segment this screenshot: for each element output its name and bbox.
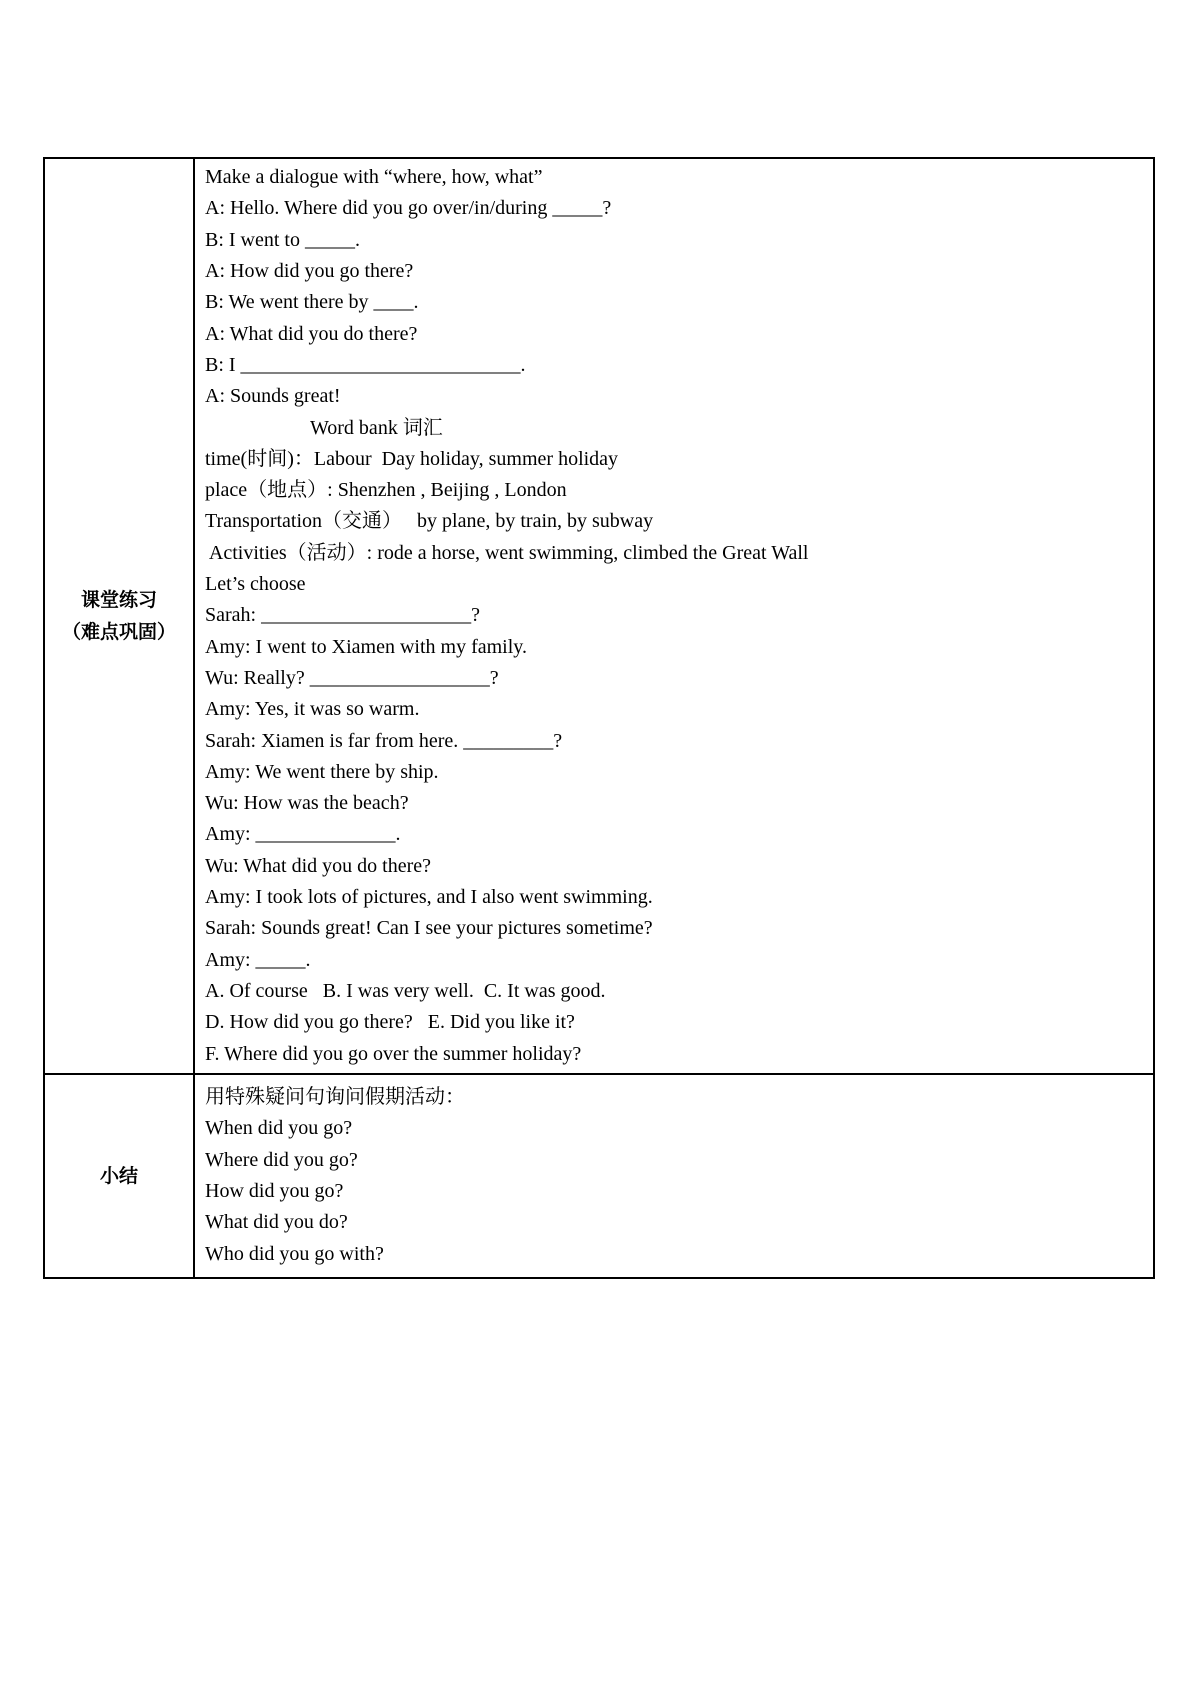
answer-options: D. How did you go there? E. Did you like it? xyxy=(205,1011,575,1034)
word-bank-activities: Activities（活动）: rode a horse, went swimming, climbed the Great Wall xyxy=(205,541,809,564)
choose-dialogue-line: Amy: Yes, it was so warm. xyxy=(205,698,420,721)
choose-dialogue-line: Wu: What did you do there? xyxy=(205,854,431,877)
dialogue-line: B: We went there by ____. xyxy=(205,291,419,314)
word-bank-transportation: Transportation（交通） by plane, by train, by subway xyxy=(205,510,654,533)
choose-dialogue-line: Amy: ______________. xyxy=(205,823,401,846)
choose-dialogue-line: Sarah: Sounds great! Can I see your pictures sometime? xyxy=(205,917,653,940)
summary-heading: 用特殊疑问句询问假期活动： xyxy=(205,1086,465,1109)
choose-dialogue-line: Wu: Really? __________________? xyxy=(205,666,499,689)
choose-heading: Let’s choose xyxy=(205,573,306,596)
summary-question: Where did you go? xyxy=(205,1148,358,1171)
choose-dialogue-line: Amy: We went there by ship. xyxy=(205,760,439,783)
word-bank-heading: Word bank 词汇 xyxy=(310,416,443,439)
lesson-table xyxy=(43,157,1155,1279)
answer-options: F. Where did you go over the summer holiday? xyxy=(205,1042,582,1065)
dialogue-line: A: Hello. Where did you go over/in/during _____? xyxy=(205,197,612,220)
dialogue-line: A: Sounds great! xyxy=(205,385,341,408)
summary-question: How did you go? xyxy=(205,1180,344,1202)
summary-question: What did you do? xyxy=(205,1211,348,1234)
choose-dialogue-line: Amy: I went to Xiamen with my family. xyxy=(205,635,527,658)
practice-label-cell xyxy=(44,158,194,1074)
summary-content-cell xyxy=(194,1074,1154,1278)
choose-dialogue-line: Amy: I took lots of pictures, and I also went swimming. xyxy=(205,886,653,909)
word-bank-time: time(时间)：Labour Day holiday, summer holiday xyxy=(205,447,619,470)
summary-question: Who did you go with? xyxy=(205,1242,384,1265)
dialogue-line: B: I went to _____. xyxy=(205,228,360,251)
summary-row xyxy=(44,1074,1154,1278)
practice-row xyxy=(44,158,1154,1074)
practice-label-subtitle: （难点巩固） xyxy=(61,621,176,643)
choose-dialogue-line: Wu: How was the beach? xyxy=(205,792,409,815)
dialogue-line: B: I ____________________________. xyxy=(205,353,526,376)
dialogue-line: A: What did you do there? xyxy=(205,322,418,345)
dialogue-line: A: How did you go there? xyxy=(205,260,414,283)
word-bank-place: place（地点）: Shenzhen , Beijing , London xyxy=(205,479,567,502)
dialogue-instruction: Make a dialogue with “where, how, what” xyxy=(205,166,543,189)
summary-label: 小结 xyxy=(99,1165,138,1187)
practice-content-cell xyxy=(194,158,1154,1074)
summary-question: When did you go? xyxy=(205,1117,353,1140)
choose-dialogue-line: Amy: _____. xyxy=(205,948,311,971)
choose-dialogue-line: Sarah: _____________________? xyxy=(205,604,480,627)
answer-options: A. Of course B. I was very well. C. It was good. xyxy=(205,979,606,1002)
practice-label-title: 课堂练习 xyxy=(80,589,157,611)
choose-dialogue-line: Sarah: Xiamen is far from here. _________? xyxy=(205,729,563,752)
summary-label-cell xyxy=(44,1074,194,1278)
